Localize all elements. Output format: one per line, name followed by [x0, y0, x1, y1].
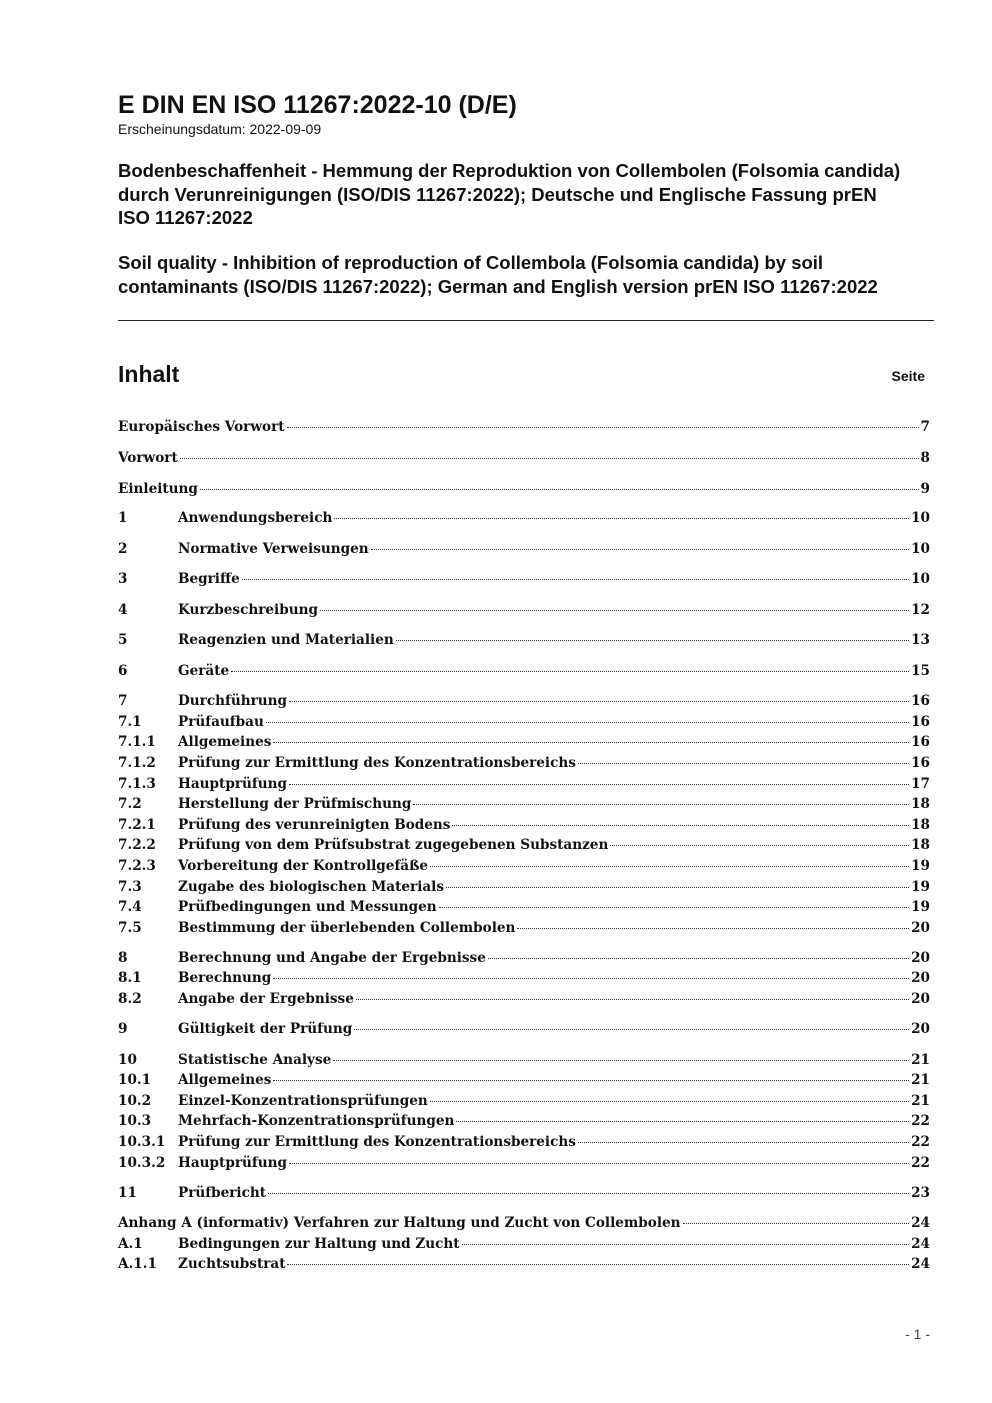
publication-date: Erscheinungsdatum: 2022-09-09: [118, 121, 322, 137]
toc-entry-page: 20: [911, 920, 930, 936]
toc-dot-leader: [371, 549, 909, 550]
toc-entry-page: 19: [911, 858, 930, 874]
toc-entry-number: 10.1: [118, 1072, 152, 1088]
toc-entry[interactable]: [118, 918, 930, 938]
toc-entry-page: 18: [911, 817, 930, 833]
toc-entry[interactable]: [118, 539, 930, 559]
toc-dot-leader: [517, 928, 909, 929]
toc-entry[interactable]: [118, 1213, 930, 1233]
toc-entry-number: 7.3: [118, 879, 142, 895]
toc-entry-title: Prüfbericht: [178, 1185, 267, 1201]
toc-dot-leader: [452, 825, 909, 826]
toc-entry-page: 24: [911, 1236, 930, 1252]
toc-entry-page: 22: [911, 1113, 930, 1129]
toc-dot-leader: [333, 1060, 909, 1061]
toc-entry[interactable]: [118, 774, 930, 794]
toc-entry-page: 20: [911, 991, 930, 1007]
toc-entry[interactable]: [118, 691, 930, 711]
toc-entry-page: 24: [911, 1215, 930, 1231]
toc-entry[interactable]: [118, 968, 930, 988]
toc-entry-number: 11: [118, 1185, 137, 1201]
toc-entry-title: Mehrfach-Konzentrationsprüfungen: [178, 1113, 455, 1129]
toc-entry-page: 21: [911, 1072, 930, 1088]
toc-dot-leader: [413, 804, 909, 805]
page-number: - 1 -: [905, 1326, 930, 1342]
toc-dot-leader: [578, 1142, 909, 1143]
toc-entry-title: Berechnung: [178, 970, 272, 986]
toc-entry-page: 10: [911, 571, 930, 587]
toc-entry-page: 18: [911, 837, 930, 853]
toc-dot-leader: [289, 701, 909, 702]
toc-entry-number: 7.1: [118, 714, 142, 730]
toc-entry[interactable]: [118, 794, 930, 814]
toc-entry-title: Vorbereitung der Kontrollgefäße: [178, 858, 429, 874]
toc-entry-page: 20: [911, 970, 930, 986]
toc-entry-number: 7.5: [118, 920, 142, 936]
toc-entry-page: 7: [920, 419, 930, 435]
toc-entry[interactable]: [118, 1050, 930, 1070]
toc-dot-leader: [273, 1080, 909, 1081]
toc-dot-leader: [430, 1101, 909, 1102]
toc-entry[interactable]: [118, 815, 930, 835]
toc-entry-title: Prüfung zur Ermittlung des Konzentrationsbereichs: [178, 1134, 576, 1150]
toc-dot-leader: [356, 999, 909, 1000]
toc-dot-leader: [439, 907, 909, 908]
toc-entry[interactable]: [118, 1254, 930, 1274]
document-id: E DIN EN ISO 11267:2022-10 (D/E): [118, 91, 517, 119]
toc-entry-page: 21: [911, 1093, 930, 1109]
toc-dot-leader: [578, 763, 909, 764]
toc-entry-number: 10.3.2: [118, 1155, 166, 1171]
toc-dot-leader: [396, 640, 909, 641]
toc-entry[interactable]: [118, 1019, 930, 1039]
toc-dot-leader: [334, 518, 909, 519]
toc-dot-leader: [289, 1163, 909, 1164]
toc-entry-number: 7.2.1: [118, 817, 156, 833]
toc-entry-title: Herstellung der Prüfmischung: [178, 796, 412, 812]
toc-entry-number: 7.2.3: [118, 858, 156, 874]
toc-entry-page: 19: [911, 899, 930, 915]
toc-entry-page: 16: [911, 755, 930, 771]
toc-entry-number: 4: [118, 602, 128, 618]
toc-entry[interactable]: [118, 897, 930, 917]
toc-entry-number: 6: [118, 663, 128, 679]
toc-dot-leader: [320, 610, 909, 611]
toc-dot-leader: [268, 1193, 909, 1194]
toc-entry-title: Europäisches Vorwort: [118, 419, 285, 435]
toc-entry-number: 9: [118, 1021, 128, 1037]
toc-page-column-label: Seite: [891, 368, 925, 384]
toc-entry[interactable]: [118, 948, 930, 968]
toc-entry-title: Einleitung: [118, 481, 198, 497]
toc-entry[interactable]: [118, 417, 930, 437]
toc-dot-leader: [180, 458, 919, 459]
toc-entry-title: Prüfaufbau: [178, 714, 264, 730]
toc-entry-title: Vorwort: [118, 450, 178, 466]
toc-entry[interactable]: [118, 479, 930, 499]
toc-dot-leader: [354, 1029, 909, 1030]
toc-entry-number: 7.2: [118, 796, 142, 812]
toc-entry-title: Prüfbedingungen und Messungen: [178, 899, 437, 915]
toc-dot-leader: [456, 1121, 909, 1122]
toc-entry-page: 9: [920, 481, 930, 497]
toc-entry[interactable]: [118, 1091, 930, 1111]
toc-entry-number: 8: [118, 950, 128, 966]
toc-dot-leader: [273, 742, 909, 743]
toc-dot-leader: [231, 671, 909, 672]
toc-entry[interactable]: [118, 508, 930, 528]
toc-dot-leader: [287, 427, 919, 428]
toc-entry[interactable]: [118, 712, 930, 732]
toc-entry-number: A.1.1: [118, 1256, 157, 1272]
toc-entry[interactable]: [118, 1183, 930, 1203]
toc-entry-title: Zugabe des biologischen Materials: [178, 879, 444, 895]
toc-entry-title: Bestimmung der überlebenden Collembolen: [178, 920, 516, 936]
toc-entry-number: 10: [118, 1052, 137, 1068]
toc-entry-page: 21: [911, 1052, 930, 1068]
toc-entry-page: 13: [911, 632, 930, 648]
toc-entry-page: 8: [920, 450, 930, 466]
toc-entry-page: 22: [911, 1155, 930, 1171]
toc-entry-page: 12: [911, 602, 930, 618]
toc-entry-number: 7.1.2: [118, 755, 156, 771]
toc-entry[interactable]: [118, 835, 930, 855]
toc-entry-page: 24: [911, 1256, 930, 1272]
toc-dot-leader: [446, 887, 909, 888]
toc-entry-number: 7.1.1: [118, 734, 156, 750]
toc-entry[interactable]: [118, 989, 930, 1009]
toc-entry-number: 8.2: [118, 991, 142, 1007]
toc-entry-title: Begriffe: [178, 571, 240, 587]
toc-entry[interactable]: [118, 753, 930, 773]
toc-entry-number: 7.4: [118, 899, 142, 915]
toc-entry[interactable]: [118, 569, 930, 589]
toc-entry-title: Allgemeines: [178, 1072, 272, 1088]
toc-entry[interactable]: [118, 732, 930, 752]
toc-entry-number: 1: [118, 510, 128, 526]
toc-entry-number: 7: [118, 693, 128, 709]
toc-entry-title: Reagenzien und Materialien: [178, 632, 394, 648]
toc-entry[interactable]: [118, 1153, 930, 1173]
toc-entry-number: 3: [118, 571, 128, 587]
toc-entry-number: 5: [118, 632, 128, 648]
toc-entry-title: Berechnung und Angabe der Ergebnisse: [178, 950, 486, 966]
toc-entry-number: 10.3: [118, 1113, 152, 1129]
toc-entry-title: Prüfung zur Ermittlung des Konzentrationsbereichs: [178, 755, 576, 771]
toc-entry-page: 16: [911, 693, 930, 709]
toc-entry-page: 18: [911, 796, 930, 812]
toc-entry-title: Bedingungen zur Haltung und Zucht: [178, 1236, 460, 1252]
toc-dot-leader: [266, 722, 909, 723]
toc-entry-page: 20: [911, 950, 930, 966]
toc-dot-leader: [488, 958, 909, 959]
toc-entry-page: 16: [911, 714, 930, 730]
toc-dot-leader: [200, 489, 919, 490]
toc-entry[interactable]: [118, 448, 930, 468]
toc-entry-title: Gültigkeit der Prüfung: [178, 1021, 353, 1037]
toc-entry[interactable]: [118, 877, 930, 897]
toc-entry-page: 16: [911, 734, 930, 750]
toc-entry[interactable]: [118, 1132, 930, 1152]
toc-entry-page: 15: [911, 663, 930, 679]
toc-dot-leader: [289, 784, 909, 785]
toc-entry-title: Einzel-Konzentrationsprüfungen: [178, 1093, 428, 1109]
toc-entry-page: 20: [911, 1021, 930, 1037]
toc-entry-title: Anhang A (informativ) Verfahren zur Haltung und Zucht von Collembolen: [118, 1215, 681, 1231]
toc-entry-number: 7.2.2: [118, 837, 156, 853]
toc-entry-page: 23: [911, 1185, 930, 1201]
toc-entry-title: Angabe der Ergebnisse: [178, 991, 354, 1007]
toc-dot-leader: [683, 1223, 910, 1224]
toc-entry-page: 22: [911, 1134, 930, 1150]
toc-dot-leader: [287, 1264, 909, 1265]
toc-entry-page: 10: [911, 510, 930, 526]
title-german: Bodenbeschaffenheit - Hemmung der Reproduktion von Collembolen (Folsomia candida) durch Verunreinigungen (ISO/DIS 11267:2022); Deutsche und Englische Fassung prEN ISO 11267:2022: [118, 160, 901, 228]
title-english: Soil quality - Inhibition of reproduction of Collembola (Folsomia candida) by soil contaminants (ISO/DIS 11267:2022); German and English version prEN ISO 11267:2022: [118, 252, 878, 297]
toc-entry[interactable]: [118, 661, 930, 681]
toc-entry-title: Allgemeines: [178, 734, 272, 750]
toc-entry[interactable]: [118, 630, 930, 650]
toc-entry-title: Durchführung: [178, 693, 288, 709]
toc-entry-title: Geräte: [178, 663, 230, 679]
toc-entry-page: 17: [911, 776, 930, 792]
toc-entry-number: 7.1.3: [118, 776, 156, 792]
table-of-contents: [118, 0, 930, 1403]
toc-entry-page: 19: [911, 879, 930, 895]
toc-entry[interactable]: [118, 600, 930, 620]
toc-dot-leader: [610, 845, 909, 846]
toc-heading: Inhalt: [118, 361, 180, 387]
toc-entry-number: A.1: [118, 1236, 143, 1252]
toc-dot-leader: [273, 978, 909, 979]
toc-entry[interactable]: [118, 856, 930, 876]
toc-entry-title: Kurzbeschreibung: [178, 602, 318, 618]
toc-dot-leader: [242, 579, 909, 580]
toc-entry-title: Zuchtsubstrat: [178, 1256, 286, 1272]
toc-entry-number: 10.2: [118, 1093, 152, 1109]
toc-entry-title: Hauptprüfung: [178, 776, 287, 792]
toc-entry-title: Prüfung des verunreinigten Bodens: [178, 817, 451, 833]
toc-entry-title: Hauptprüfung: [178, 1155, 287, 1171]
toc-entry[interactable]: [118, 1070, 930, 1090]
toc-entry-title: Prüfung von dem Prüfsubstrat zugegebenen Substanzen: [178, 837, 609, 853]
toc-entry-number: 8.1: [118, 970, 142, 986]
toc-entry[interactable]: [118, 1234, 930, 1254]
toc-entry-title: Anwendungsbereich: [178, 510, 333, 526]
toc-entry[interactable]: [118, 1111, 930, 1131]
toc-entry-number: 10.3.1: [118, 1134, 166, 1150]
toc-entry-number: 2: [118, 541, 128, 557]
toc-dot-leader: [430, 866, 909, 867]
toc-entry-page: 10: [911, 541, 930, 557]
toc-entry-title: Statistische Analyse: [178, 1052, 332, 1068]
toc-dot-leader: [462, 1244, 909, 1245]
toc-entry-title: Normative Verweisungen: [178, 541, 369, 557]
